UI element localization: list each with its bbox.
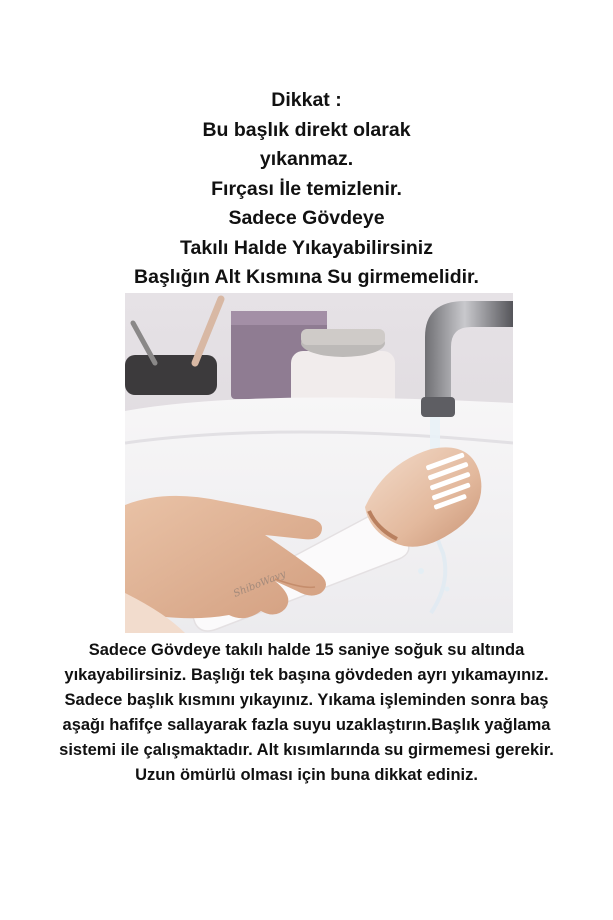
faucet-nozzle: [421, 397, 455, 417]
description-line: aşağı hafifçe sallayarak fazla suyu uzaklaştırın.Başlık yağlama: [62, 716, 551, 734]
epilator-washing-illustration: [125, 293, 513, 633]
warning-text-block: [0, 86, 613, 293]
description-line: Sadece başlık kısmını yıkayınız. Yıkama işleminden sonra baş: [64, 691, 549, 709]
description-line: Sadece Gövdeye takılı halde 15 saniye soğuk su altında: [88, 641, 525, 659]
description-text-block: [0, 638, 613, 788]
warning-line: Sadece Gövdeye: [228, 207, 385, 229]
warning-line: Takılı Halde Yıkayabilirsiniz: [180, 236, 433, 259]
description-line: yıkayabilirsiniz. Başlığı tek başına gövdeden ayrı yıkamayınız.: [64, 666, 549, 684]
toothbrush-cup: [125, 355, 217, 395]
device-brand-logo: ShiboWavy: [232, 568, 288, 600]
warning-line: Fırçası İle temizlenir.: [211, 177, 402, 200]
warning-line: yıkanmaz.: [259, 148, 354, 170]
description-line: Uzun ömürlü olması için buna dikkat ediniz.: [135, 766, 478, 784]
warning-title: Dikkat :: [271, 89, 342, 111]
warning-line: Bu başlık direkt olarak: [202, 118, 411, 141]
warning-line: Başlığın Alt Kısmına Su girmemelidir.: [134, 266, 479, 288]
product-photo: [125, 293, 513, 633]
description-line: sistemi ile çalışmaktadır. Alt kısımlarında su girmemesi gerekir.: [59, 741, 554, 759]
